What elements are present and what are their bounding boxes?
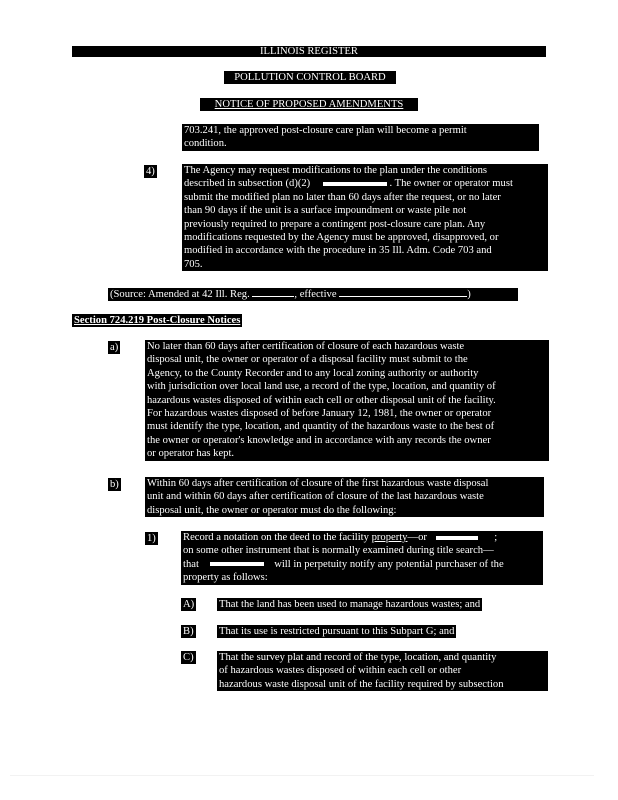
item-a-line: or operator has kept. (147, 448, 235, 460)
section-heading (72, 314, 242, 327)
item-4-line: 705. (184, 258, 203, 270)
section-heading-text: Section 724.219 Post-Closure Notices (74, 315, 241, 326)
item-a-line: For hazardous wastes disposed of before January 12, 1981, the owner or operator (147, 408, 492, 420)
intro-line: condition. (184, 138, 227, 150)
item-b1-semicolon: ; (494, 532, 498, 543)
board-title-text: POLLUTION CONTROL BOARD (234, 72, 386, 83)
item-4-line: submit the modified plan no later than 60 days after the request, or no later (184, 191, 501, 203)
intro-paragraph (182, 124, 539, 151)
item-4-line (184, 177, 546, 190)
item-4-line: modified in accordance with the procedure in 35 Ill. Adm. Code 703 and (184, 245, 492, 257)
item-a-line: hazardous wastes disposed of within each cell or other disposal unit of the facility. (147, 394, 496, 406)
sub-item-b-text: That its use is restricted pursuant to this Subpart G; and (219, 626, 455, 637)
sub-item-c-line: That the survey plat and record of the type, location, and quantity (219, 652, 497, 663)
item-b1-line: on some other instrument that is normally examined during title search— (183, 545, 494, 557)
redaction-mark (323, 182, 387, 186)
item-a-paragraph (145, 340, 549, 461)
item-4-line: modifications requested by the Agency must be approved, disapproved, or (184, 232, 499, 244)
item-a-line: the owner or operator's knowledge and in accordance with any records the owner (147, 434, 491, 446)
sub-item-a-text: That the land has been used to manage hazardous wastes; and (219, 599, 481, 610)
item-b1-line (183, 558, 541, 571)
item-b1-paragraph (181, 531, 543, 585)
sub-item-c-line: of hazardous wastes disposed of within each cell or other (219, 665, 462, 677)
item-b1-line: property as follows: (183, 572, 268, 584)
sub-item-c-label: C) (183, 652, 194, 663)
item-4-line: The Agency may request modifications to the plan under the conditions (184, 165, 488, 176)
item-b1-line1-start: Record a notation on the deed to the facility (183, 532, 369, 543)
property-link: property (371, 532, 408, 543)
item-b1-line (183, 531, 541, 544)
page-edge-divider (10, 775, 594, 776)
sub-item-b-label: B) (183, 626, 194, 637)
item-a-label: a) (110, 342, 119, 353)
item-a-line: Agency, to the County Recorder and to any local zoning authority or authority (147, 367, 479, 379)
item-4-line2-end: . The owner or operator must (389, 178, 513, 190)
item-a-line: must identify the type, location, and quantity of the hazardous waste to the best of (147, 421, 495, 433)
sub-item-c-line: hazardous waste disposal unit of the facility required by subsection (219, 678, 504, 690)
sub-item-c-paragraph (217, 651, 548, 691)
item-b-paragraph (145, 477, 544, 517)
item-4-line: previously required to prepare a contingent post-closure care plan. Any (184, 218, 486, 230)
board-title (224, 71, 396, 84)
source-suffix: ) (467, 289, 471, 300)
register-title: ILLINOIS REGISTER (260, 46, 358, 57)
source-note (108, 288, 518, 301)
redaction-mark (436, 536, 478, 540)
item-a-line: with jurisdiction over local land use, a record of the type, location, and quantity of (147, 381, 496, 393)
item-b-line: disposal unit, the owner or operator must do the following: (147, 504, 397, 516)
item-b1-label: 1) (147, 533, 156, 544)
item-4-line2-start: described in subsection (d)(2) (184, 178, 311, 190)
item-4-line: than 90 days if the unit is a surface impoundment or waste pile not (184, 205, 467, 217)
notice-title (200, 98, 418, 111)
register-blank (252, 296, 294, 297)
source-mid: , effective (294, 289, 337, 300)
item-b-line: Within 60 days after certification of closure of the first hazardous waste disposal (147, 478, 489, 489)
item-a-line: No later than 60 days after certification of closure of each hazardous waste (147, 341, 465, 352)
item-4-label: 4) (146, 166, 155, 177)
notice-title-text: NOTICE OF PROPOSED AMENDMENTS (214, 99, 404, 110)
item-a-line: disposal unit, the owner or operator of a disposal facility must submit to the (147, 354, 468, 366)
source-prefix: (Source: Amended at 42 Ill. Reg. (110, 289, 250, 300)
item-4-paragraph (182, 164, 548, 271)
redaction-mark (210, 562, 264, 566)
item-b-line: unit and within 60 days after certification of closure of the last hazardous waste (147, 491, 484, 503)
item-b-label: b) (110, 479, 119, 490)
item-b1-or: —or (407, 532, 427, 543)
intro-line: 703.241, the approved post-closure care plan will become a permit (184, 125, 467, 136)
register-banner (72, 46, 546, 57)
effective-blank (339, 296, 467, 297)
item-b1-line3-start: that (183, 558, 199, 570)
item-b1-line3-end: will in perpetuity notify any potential purchaser of the (274, 558, 504, 570)
sub-item-a-label: A) (183, 599, 195, 610)
